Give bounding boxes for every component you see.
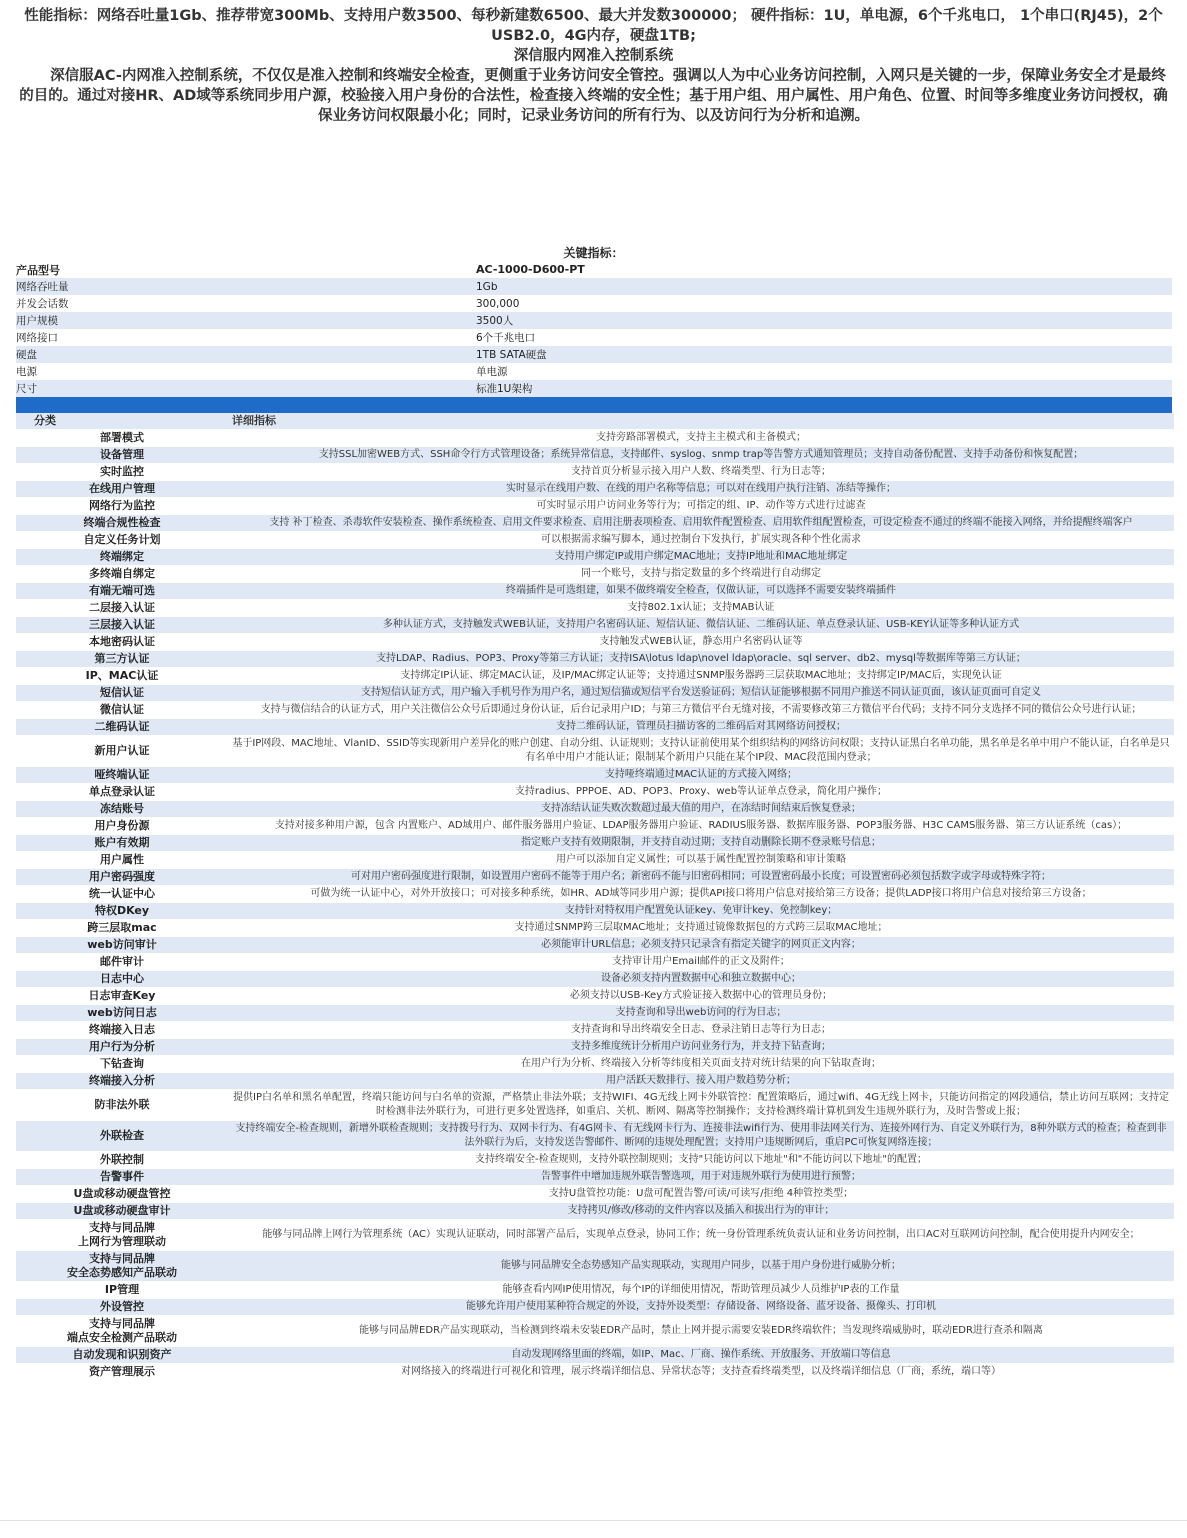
detail-category: 外设管控	[16, 1299, 228, 1316]
detail-text: 对网络接入的终端进行可视化和管理，展示终端详细信息、异常状态等；支持查看终端类型，以及终端详细信息（厂商，系统，端口等）	[228, 1364, 1174, 1381]
product-description: 深信服AC-内网准入控制系统，不仅仅是准入控制和终端安全检查，更侧重于业务访问安全管控。强调以人为中心业务访问控制，入网只是关键的一步，保障业务安全才是最终的目的。通过对接HR、AD域等系统同步用户源，校验接入用户身份的合法性，检查接入终端的安全性；基于用户组、用户属性、用户角色、位置、时间等多维度业务访问授权，确保业务访问权限最小化；同时，记录业务访问的所有行为、以及访问行为分析和追溯。	[19, 68, 1168, 124]
detail-row	[16, 617, 1174, 634]
detail-category: 支持与同品牌 端点安全检测产品联动	[16, 1316, 228, 1347]
detail-category: 外联检查	[16, 1121, 228, 1152]
detail-category: IP管理	[16, 1282, 228, 1299]
detail-row	[16, 1186, 1174, 1203]
intro-section	[0, 0, 1187, 126]
detail-text: 支持审计用户Email邮件的正文及附件；	[228, 954, 1174, 971]
detail-row	[16, 651, 1174, 668]
spec-key: 并发会话数	[16, 295, 476, 312]
detail-category: 实时监控	[16, 464, 228, 481]
detail-text: 支持通过SNMP跨三层取MAC地址；支持通过镜像数据包的方式跨三层取MAC地址；	[228, 920, 1174, 937]
detail-category: 多终端自绑定	[16, 566, 228, 583]
detail-text: 支持 补丁检查、杀毒软件安装检查、操作系统检查、启用文件要求检查、启用注册表项检查、启用软件配置检查、启用软件组配置检查，可设定检查不通过的终端不能接入网络，并给提醒终端客户	[228, 515, 1174, 532]
detail-category: 用户行为分析	[16, 1039, 228, 1056]
key-specs-title: 关键指标：	[563, 246, 624, 260]
detail-category: 哑终端认证	[16, 767, 228, 784]
detail-text: 支持短信认证方式，用户输入手机号作为用户名，通过短信猫或短信平台发送验证码；短信认证能够根据不同用户推送不同认证页面，该认证页面可自定义	[228, 685, 1174, 702]
detail-text: 支持首页分析显示接入用户人数、终端类型、行为日志等；	[228, 464, 1174, 481]
detail-row	[16, 852, 1174, 869]
detail-specs-table	[16, 413, 1174, 1381]
detail-text: 支持冻结认证失败次数超过最大值的用户，在冻结时间结束后恢复登录；	[228, 801, 1174, 818]
detail-category: 二层接入认证	[16, 600, 228, 617]
detail-category: 设备管理	[16, 447, 228, 464]
detail-category: 支持与同品牌 安全态势感知产品联动	[16, 1251, 228, 1282]
detail-text: 必须支持以USB-Key方式验证接入数据中心的管理员身份；	[228, 988, 1174, 1005]
detail-row	[16, 515, 1174, 532]
category-header: 分类	[16, 413, 228, 430]
detail-category: 账户有效期	[16, 835, 228, 852]
detail-row	[16, 1169, 1174, 1186]
detail-row	[16, 1056, 1174, 1073]
detail-category: 统一认证中心	[16, 886, 228, 903]
spec-value: 3500人	[476, 312, 1172, 329]
detail-text: 支持802.1x认证；支持MAB认证	[228, 600, 1174, 617]
footer-rule	[0, 1520, 1187, 1521]
detail-category: 下钻查询	[16, 1056, 228, 1073]
spec-row	[16, 312, 1172, 329]
detail-row	[16, 801, 1174, 818]
detail-text: 支持查询和导出web访问的行为日志；	[228, 1005, 1174, 1022]
spec-value: 6个千兆电口	[476, 329, 1172, 346]
detail-row	[16, 668, 1174, 685]
detail-text: 支持LDAP、Radius、POP3、Proxy等第三方认证；支持ISA\lotus ldap\novel ldap\oracle、sql server、db2、mysql等数据库等第三方认证；	[228, 651, 1174, 668]
detail-category: 终端接入日志	[16, 1022, 228, 1039]
detail-row	[16, 634, 1174, 651]
detail-category: 终端接入分析	[16, 1073, 228, 1090]
detail-text: 指定账户支持有效期限制，并支持自动过期；支持自动删除长期不登录账号信息；	[228, 835, 1174, 852]
detail-text: 能够与同品牌安全态势感知产品实现联动，实现用户同步，以基于用户身份进行威胁分析；	[228, 1251, 1174, 1282]
detail-text: 支持绑定IP认证、绑定MAC认证，及IP/MAC绑定认证等；支持通过SNMP服务器跨三层获取MAC地址；支持绑定IP/MAC后，实现免认证	[228, 668, 1174, 685]
detail-header: 详细指标	[228, 413, 1174, 430]
detail-text: 可对用户密码强度进行限制，如设置用户密码不能等于用户名；新密码不能与旧密码相同；可设置密码最小长度；可设置密码必须包括数字或字母或特殊字符；	[228, 869, 1174, 886]
detail-text: 基于IP网段、MAC地址、VlanID、SSID等实现新用户差异化的账户创建、自动分组、认证规则；支持认证前使用某个组织结构的网络访问权限；支持认证黑白名单功能，黑名单是名单中用户不能认证，白名单是只有名单中用户才能认证；限制某个新用户只能在某个IP段、MAC段范围内登录；	[228, 736, 1174, 767]
detail-row	[16, 498, 1174, 515]
spec-value: 1TB SATA硬盘	[476, 346, 1172, 363]
detail-text: 告警事件中增加违规外联告警选项，用于对违规外联行为使用进行预警；	[228, 1169, 1174, 1186]
detail-row	[16, 1121, 1174, 1152]
detail-row	[16, 971, 1174, 988]
detail-row	[16, 430, 1174, 447]
detail-text: 能够查看内网IP使用情况，每个IP的详细使用情况，帮助管理员减少人员维护IP表的工作量	[228, 1282, 1174, 1299]
detail-row	[16, 1220, 1174, 1251]
detail-text: 必须能审计URL信息；必须支持只记录含有指定关键字的网页正文内容；	[228, 937, 1174, 954]
spec-key: 尺寸	[16, 380, 476, 397]
detail-row	[16, 954, 1174, 971]
detail-category: 外联控制	[16, 1152, 228, 1169]
detail-text: 自动发现网络里面的终端，如IP、Mac、厂商、操作系统、开放服务、开放端口等信息	[228, 1347, 1174, 1364]
detail-row	[16, 1251, 1174, 1282]
detail-text: 能够允许用户使用某种符合规定的外设，支持外设类型：存储设备、网络设备、蓝牙设备、摄像头、打印机	[228, 1299, 1174, 1316]
detail-category: 用户身份源	[16, 818, 228, 835]
spec-row	[16, 329, 1172, 346]
detail-row	[16, 1005, 1174, 1022]
detail-category: 本地密码认证	[16, 634, 228, 651]
detail-category: 跨三层取mac	[16, 920, 228, 937]
key-specs-table	[16, 261, 1172, 397]
detail-text: 终端插件是可选组建，如果不做终端安全检查，仅做认证，可以选择不需要安装终端插件	[228, 583, 1174, 600]
detail-row	[16, 532, 1174, 549]
detail-category: web访问审计	[16, 937, 228, 954]
spec-row	[16, 261, 1172, 278]
detail-text: 在用户行为分析、终端接入分析等纬度相关页面支持对统计结果的向下钻取查询；	[228, 1056, 1174, 1073]
detail-text: 支持终端安全-检查规则，新增外联检查规则；支持拨号行为、双网卡行为、有4G网卡、有无线网卡行为、连接非法wifi行为、使用非法网关行为、连接外网行为、自定义外联行为，8种外联方式的检查；检查到非法外联行为后，支持发送告警邮件、断网的违规处理配置；支持用户违规断网后，重启PC可恢复网络连接；	[228, 1121, 1174, 1152]
spec-key: 用户规模	[16, 312, 476, 329]
detail-text: 多种认证方式，支持触发式WEB认证，支持用户名密码认证、短信认证、微信认证、二维码认证、单点登录认证、USB-KEY认证等多种认证方式	[228, 617, 1174, 634]
detail-header-row	[16, 413, 1174, 430]
detail-text: 可实时显示用户访问业务等行为；可指定的组、IP、动作等方式进行过滤查	[228, 498, 1174, 515]
detail-category: 资产管理展示	[16, 1364, 228, 1381]
spec-value: AC-1000-D600-PT	[476, 261, 1172, 278]
detail-text: 支持触发式WEB认证，静态用户名密码认证等	[228, 634, 1174, 651]
detail-category: 在线用户管理	[16, 481, 228, 498]
detail-row	[16, 549, 1174, 566]
detail-category: U盘或移动硬盘审计	[16, 1203, 228, 1220]
detail-row	[16, 1282, 1174, 1299]
detail-category: 冻结账号	[16, 801, 228, 818]
detail-row	[16, 835, 1174, 852]
detail-category: 特权DKey	[16, 903, 228, 920]
spec-row	[16, 363, 1172, 380]
detail-row	[16, 903, 1174, 920]
performance-summary: 性能指标：网络吞吐量1Gb、推荐带宽300Mb、支持用户数3500、每秒新建数6500、最大并发数300000； 硬件指标：1U，单电源，6个千兆电口， 1个串口(RJ45)，2个USB2.0，4G内存，硬盘1TB;	[24, 8, 1163, 44]
product-heading: 深信服内网准入控制系统	[513, 48, 674, 64]
detail-text: 设备必须支持内置数据中心和独立数据中心；	[228, 971, 1174, 988]
detail-row	[16, 1152, 1174, 1169]
detail-category: 告警事件	[16, 1169, 228, 1186]
detail-category: 用户密码强度	[16, 869, 228, 886]
detail-row	[16, 784, 1174, 801]
spec-value: 300,000	[476, 295, 1172, 312]
detail-category: 三层接入认证	[16, 617, 228, 634]
spec-value: 标准1U架构	[476, 380, 1172, 397]
detail-row	[16, 702, 1174, 719]
detail-category: 网络行为监控	[16, 498, 228, 515]
detail-text: 提供IP白名单和黑名单配置，终端只能访问与白名单的资源，严格禁止非法外联；支持WIFI、4G无线上网卡外联管控：配置策略后，通过wifi、4G无线上网卡，只能访问指定的网段通信，禁止访问互联网；支持定时检测非法外联行为，可进行更多处置选择，如重启、关机、断网、隔离等控制操作；支持检测终端计算机到发生违规外联行为，及时告警或上报；	[228, 1090, 1174, 1121]
spec-value: 单电源	[476, 363, 1172, 380]
detail-row	[16, 937, 1174, 954]
spec-row	[16, 295, 1172, 312]
detail-text: 支持对接多种用户源，包含 内置账户、AD域用户、邮件服务器用户验证、LDAP服务器用户验证、RADIUS服务器、数据库服务器、POP3服务器、H3C CAMS服务器、第三方认证系统（cas）；	[228, 818, 1174, 835]
detail-row	[16, 464, 1174, 481]
detail-row	[16, 736, 1174, 767]
detail-row	[16, 988, 1174, 1005]
detail-text: 支持U盘管控功能：U盘可配置告警/可读/可读写/拒绝 4种管控类型；	[228, 1186, 1174, 1203]
spec-row	[16, 346, 1172, 363]
detail-row	[16, 767, 1174, 784]
detail-text: 支持二维码认证，管理员扫描访客的二维码后对其网络访问授权；	[228, 719, 1174, 736]
detail-row	[16, 447, 1174, 464]
detail-category: 终端合规性检查	[16, 515, 228, 532]
detail-category: 二维码认证	[16, 719, 228, 736]
detail-text: 支持多维度统计分析用户访问业务行为，并支持下钻查询；	[228, 1039, 1174, 1056]
detail-category: 支持与同品牌 上网行为管理联动	[16, 1220, 228, 1251]
detail-text: 支持用户绑定IP或用户绑定MAC地址；支持IP地址和MAC地址绑定	[228, 549, 1174, 566]
spec-value: 1Gb	[476, 278, 1172, 295]
detail-text: 用户活跃天数排行、接入用户数趋势分析；	[228, 1073, 1174, 1090]
detail-category: 短信认证	[16, 685, 228, 702]
detail-row	[16, 1347, 1174, 1364]
detail-text: 支持查询和导出终端安全日志、登录注销日志等行为日志；	[228, 1022, 1174, 1039]
detail-category: IP、MAC认证	[16, 668, 228, 685]
detail-category: 单点登录认证	[16, 784, 228, 801]
detail-category: 用户属性	[16, 852, 228, 869]
detail-text: 用户可以添加自定义属性；可以基于属性配置控制策略和审计策略	[228, 852, 1174, 869]
detail-row	[16, 1299, 1174, 1316]
detail-text: 可以根据需求编写脚本，通过控制台下发执行，扩展实现各种个性化需求	[228, 532, 1174, 549]
detail-row	[16, 1090, 1174, 1121]
detail-row	[16, 920, 1174, 937]
detail-category: 邮件审计	[16, 954, 228, 971]
detail-row	[16, 685, 1174, 702]
spec-key: 电源	[16, 363, 476, 380]
detail-text: 支持终端安全-检查规则，支持外联控制规则；支持"只能访问以下地址"和"不能访问以下地址"的配置；	[228, 1152, 1174, 1169]
detail-category: 自定义任务计划	[16, 532, 228, 549]
detail-row	[16, 600, 1174, 617]
detail-category: 终端绑定	[16, 549, 228, 566]
detail-category: 日志审查Key	[16, 988, 228, 1005]
detail-category: 新用户认证	[16, 736, 228, 767]
detail-row	[16, 1316, 1174, 1347]
detail-row	[16, 481, 1174, 498]
detail-text: 支持针对特权用户配置免认证key、免审计key、免控制key；	[228, 903, 1174, 920]
detail-row	[16, 719, 1174, 736]
detail-text: 同一个账号，支持与指定数量的多个终端进行自动绑定	[228, 566, 1174, 583]
detail-text: 能够与同品牌EDR产品实现联动，当检测到终端未安装EDR产品时，禁止上网并提示需要安装EDR终端软件；当发现终端威胁时，联动EDR进行查杀和隔离	[228, 1316, 1174, 1347]
detail-category: 防非法外联	[16, 1090, 228, 1121]
spec-key: 网络接口	[16, 329, 476, 346]
detail-row	[16, 1039, 1174, 1056]
detail-category: 部署模式	[16, 430, 228, 447]
spec-key: 产品型号	[16, 261, 476, 278]
detail-row	[16, 1203, 1174, 1220]
detail-row	[16, 818, 1174, 835]
detail-text: 支持哑终端通过MAC认证的方式接入网络；	[228, 767, 1174, 784]
section-divider-bar	[16, 397, 1172, 413]
detail-category: 有端无端可选	[16, 583, 228, 600]
spec-row	[16, 380, 1172, 397]
spec-row	[16, 278, 1172, 295]
detail-row	[16, 583, 1174, 600]
detail-text: 支持旁路部署模式，支持主主模式和主备模式；	[228, 430, 1174, 447]
detail-category: 自动发现和识别资产	[16, 1347, 228, 1364]
detail-text: 能够与同品牌上网行为管理系统（AC）实现认证联动，同时部署产品后，实现单点登录，协同工作；统一身份管理系统负责认证和业务访问控制，出口AC对互联网访问控制，配合使用提升内网安全；	[228, 1220, 1174, 1251]
detail-text: 支持radius、PPPOE、AD、POP3、Proxy、web等认证单点登录，简化用户操作；	[228, 784, 1174, 801]
detail-row	[16, 1022, 1174, 1039]
detail-row	[16, 566, 1174, 583]
detail-text: 支持拷贝/修改/移动的文件内容以及插入和拔出行为的审计；	[228, 1203, 1174, 1220]
detail-category: 微信认证	[16, 702, 228, 719]
detail-row	[16, 1364, 1174, 1381]
detail-row	[16, 869, 1174, 886]
detail-text: 支持SSL加密WEB方式、SSH命令行方式管理设备；系统异常信息，支持邮件、syslog、snmp trap等告警方式通知管理员；支持自动备份配置、支持手动备份和恢复配置；	[228, 447, 1174, 464]
detail-text: 支持与微信结合的认证方式，用户关注微信公众号后即通过身份认证，后台记录用户ID；与第三方微信平台无缝对接，不需要修改第三方微信平台代码；支持不同分支选择不同的微信公众号进行认证；	[228, 702, 1174, 719]
detail-category: 日志中心	[16, 971, 228, 988]
detail-text: 实时显示在线用户数、在线的用户名称等信息；可以对在线用户执行注销、冻结等操作；	[228, 481, 1174, 498]
detail-category: web访问日志	[16, 1005, 228, 1022]
detail-row	[16, 1073, 1174, 1090]
spec-key: 网络吞吐量	[16, 278, 476, 295]
detail-text: 可做为统一认证中心，对外开放接口；可对接多种系统，如HR、AD域等同步用户源；提供API接口将用户信息对接给第三方设备；提供LADP接口将用户信息对接给第三方设备；	[228, 886, 1174, 903]
detail-category: U盘或移动硬盘管控	[16, 1186, 228, 1203]
detail-category: 第三方认证	[16, 651, 228, 668]
spec-key: 硬盘	[16, 346, 476, 363]
detail-row	[16, 886, 1174, 903]
